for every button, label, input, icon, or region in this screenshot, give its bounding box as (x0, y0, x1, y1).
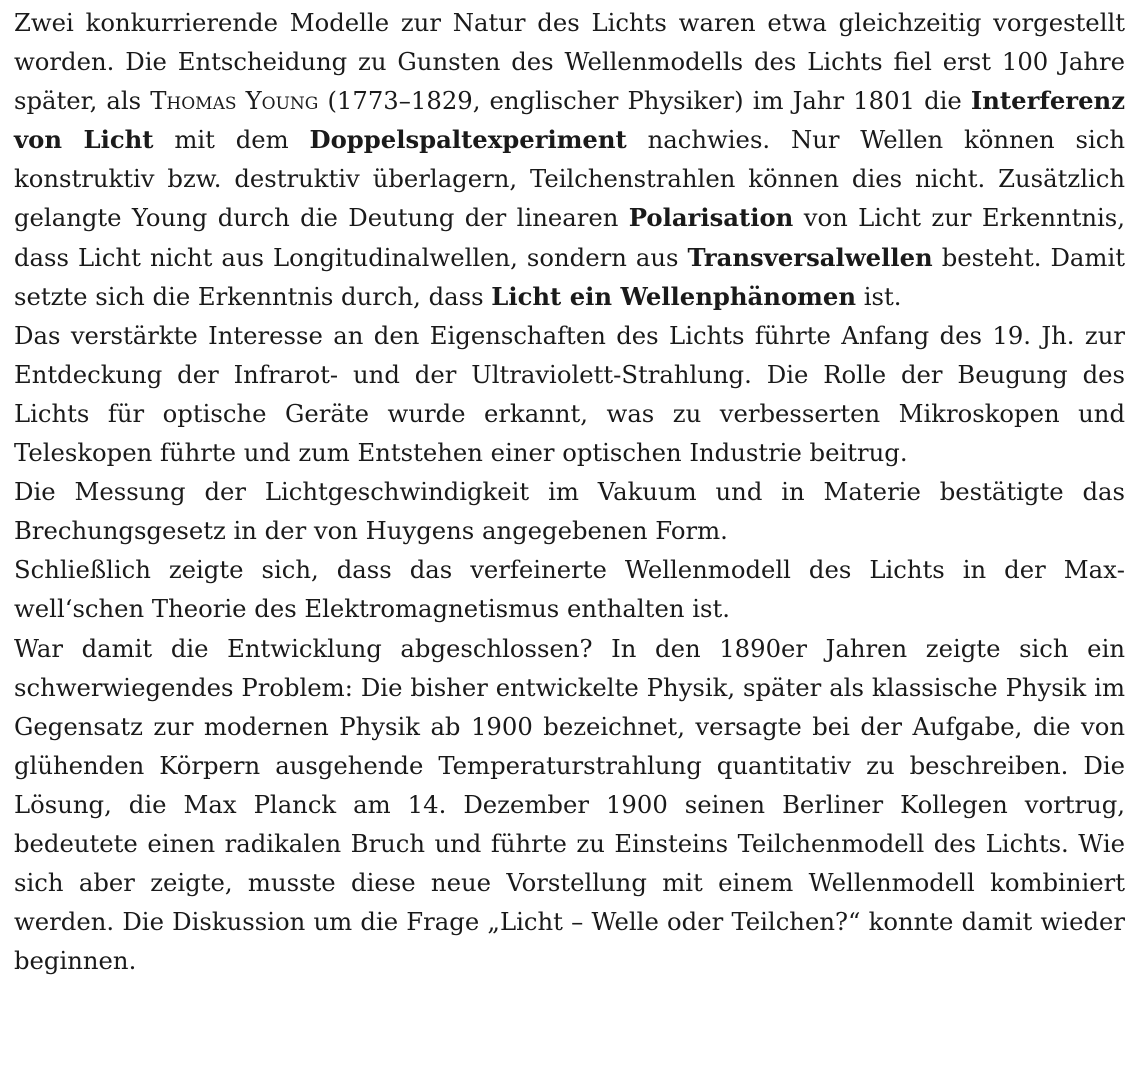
text-segment: von Licht zur Erkenntnis, dass Licht nicht aus Longitudinalwellen, sondern aus (14, 203, 1125, 272)
text-segment: Die Messung der Lichtgeschwindigkeit im Vakuum und in Materie bestätigte das Brechungsgesetz in der von Huygens angegebenen Form. (14, 477, 1125, 546)
text-segment: Das verstärkte Interesse an den Eigenschaften des Lichts führte Anfang des 19. Jh. zur Entdeckung der Infrarot- und der Ultraviolett-Strahlung. Die Rolle der Beugung des Lichts für optische Geräte wurde erkannt, was zu verbesserten Mikroskopen und Teleskopen führte und zum Entstehen einer optischen Industrie beitrug. (14, 320, 1125, 468)
paragraph-planck-problem (14, 629, 1125, 981)
bold-term: Transversalwellen (687, 242, 933, 272)
paragraph-young-interference (14, 3, 1125, 316)
text-segment: Schließlich zeigte sich, dass das verfeinerte Wellenmodell des Lichts in der Maxwell‘schen Theorie des Elektromagnetismus enthalten ist. (14, 555, 1125, 624)
author-name-smallcaps: Thomas Young (150, 86, 319, 116)
bold-term: Interferenz von Licht (14, 86, 1126, 155)
paragraph-infrared-ultraviolet (14, 316, 1125, 472)
text-segment: ist. (855, 281, 902, 311)
bold-term: Licht ein Wellenphänomen (491, 281, 856, 311)
text-segment: Zwei konkurrierende Modelle zur Natur des Lichts waren etwa gleichzeitig vorgestellt worden. Die Entscheidung zu Gunsten des Wellenmodells des Lichts fiel erst 100 Jahre später, als (14, 8, 1125, 116)
text-segment: mit dem (153, 125, 310, 155)
text-segment: (1773–1829, englischer Physiker) im Jahr 1801 die (318, 86, 971, 116)
bold-term: Doppelspaltexperiment (309, 125, 627, 155)
text-segment: besteht. Damit setzte sich die Erkenntnis durch, dass (14, 242, 1125, 311)
paragraph-speed-of-light (14, 472, 1125, 550)
text-segment: nachwies. Nur Wellen können sich konstruktiv bzw. destruktiv überlagern, Teilchenstrahlen können dies nicht. Zusätzlich gelangte Young durch die Deutung der linearen (14, 125, 1125, 233)
bold-term: Polarisation (628, 203, 794, 233)
paragraph-maxwell (14, 550, 1125, 628)
text-segment: War damit die Entwicklung abgeschlossen? In den 1890er Jahren zeigte sich ein schwerwiegendes Problem: Die bisher entwickelte Physik, später als klassische Physik im Gegensatz zur modernen Physik ab 1900 bezeichnet, versagte bei der Aufgabe, die von glühenden Körpern ausgehende Temperaturstrahlung quantitativ zu beschreiben. Die Lösung, die Max Planck am 14. Dezember 1900 seinen Berliner Kollegen vortrug, bedeutete einen radikalen Bruch und führte zu Einsteins Teilchenmodell des Lichts. Wie sich aber zeigte, musste diese neue Vorstellung mit einem Wellenmodell kombiniert werden. Die Diskussion um die Frage „Licht – Welle oder Teilchen?“ konnte damit wieder beginnen. (14, 633, 1125, 976)
